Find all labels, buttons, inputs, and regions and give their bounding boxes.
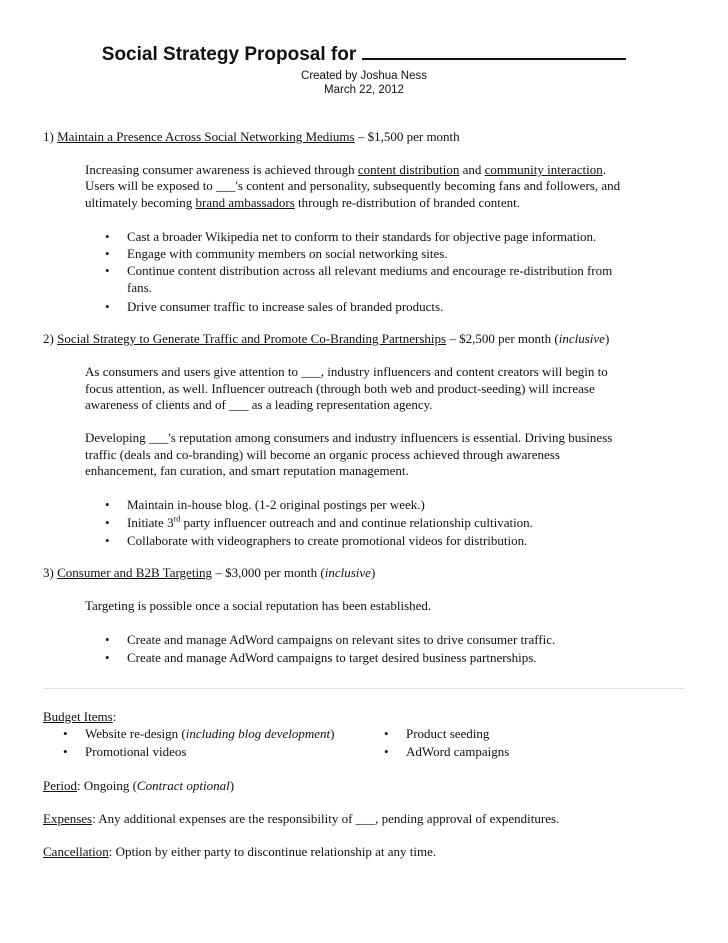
- list-item-text: [85, 726, 335, 743]
- text: : Option by either party to discontinue relationship at any time.: [108, 844, 437, 859]
- list-item-text: Create and manage AdWord campaigns on relevant sites to drive consumer traffic.: [127, 632, 556, 647]
- section-2-para2-line: traffic (deals and co-branding) will become an organic process achieved through awareness: [85, 447, 560, 462]
- section-price: – $3,000 per month (: [215, 565, 325, 580]
- text: and: [459, 162, 485, 177]
- content-distribution-term: content distribution: [357, 162, 460, 177]
- cancellation-line: [43, 844, 436, 861]
- title-blank-line: [362, 44, 626, 60]
- text: including blog development: [185, 726, 331, 741]
- text: through re-distribution of branded content.: [294, 195, 521, 210]
- section-1-heading: [43, 129, 460, 146]
- bullet-icon: •: [105, 533, 110, 548]
- bullet-icon: •: [105, 497, 110, 512]
- section-1-para-line: [85, 195, 520, 212]
- list-item-text: AdWord campaigns: [406, 744, 510, 759]
- divider: [43, 688, 685, 689]
- section-2-para1-line: awareness of clients and of ___ as a leading representation agency.: [85, 397, 433, 412]
- inclusive-note: inclusive: [324, 565, 371, 580]
- section-1-para-line: Users will be exposed to ___'s content and personality, subsequently becoming fans and followers, and: [85, 178, 621, 193]
- section-number: 1): [43, 129, 54, 144]
- date: March 22, 2012: [324, 84, 404, 96]
- section-3-heading: [43, 565, 375, 582]
- text: Increasing consumer awareness is achieved through: [85, 162, 358, 177]
- brand-ambassadors-term: brand ambassadors: [195, 195, 295, 210]
- section-3-para: Targeting is possible once a social reputation has been established.: [85, 598, 432, 613]
- superscript: rd: [173, 514, 181, 524]
- period-line: [43, 778, 234, 795]
- list-item-continuation: fans.: [127, 280, 152, 295]
- text: ): [370, 565, 376, 580]
- section-number: 3): [43, 565, 54, 580]
- section-number: 2): [43, 331, 54, 346]
- inclusive-note: inclusive: [558, 331, 605, 346]
- list-item-text: Engage with community members on social networking sites.: [127, 246, 448, 261]
- label: Budget Items: [43, 709, 113, 724]
- budget-label: [43, 709, 116, 726]
- text: : Any additional expenses are the responsibility of ___, pending approval of expenditures.: [92, 811, 560, 826]
- text: Website re-design (: [85, 726, 186, 741]
- list-item-text: Drive consumer traffic to increase sales of branded products.: [127, 299, 444, 314]
- text: ): [330, 726, 335, 741]
- list-item-text: Collaborate with videographers to create promotional videos for distribution.: [127, 533, 528, 548]
- list-item-text: [127, 515, 533, 532]
- created-by: Created by Joshua Ness: [301, 70, 427, 82]
- bullet-icon: •: [105, 650, 110, 665]
- bullet-icon: •: [105, 263, 110, 278]
- bullet-icon: •: [63, 726, 68, 741]
- bullet-icon: •: [105, 299, 110, 314]
- bullet-icon: •: [384, 726, 389, 741]
- section-1-para-line: [85, 162, 606, 179]
- section-title: Maintain a Presence Across Social Networking Mediums: [57, 129, 355, 144]
- text: Contract optional: [136, 778, 230, 793]
- bullet-icon: •: [384, 744, 389, 759]
- list-item-text: Create and manage AdWord campaigns to target desired business partnerships.: [127, 650, 537, 665]
- section-title: Consumer and B2B Targeting: [57, 565, 213, 580]
- label: Cancellation: [43, 844, 109, 859]
- text: ): [229, 778, 235, 793]
- text: ): [604, 331, 610, 346]
- list-item-text: Promotional videos: [85, 744, 187, 759]
- bullet-icon: •: [105, 229, 110, 244]
- community-interaction-term: community interaction: [484, 162, 603, 177]
- text: Initiate 3: [127, 515, 174, 530]
- section-2-para1-line: focus attention, as well. Influencer outreach (through both web and product-seeding) will increase: [85, 381, 595, 396]
- section-2-para1-line: As consumers and users give attention to ___, industry influencers and content creators will begin to: [85, 364, 608, 379]
- bullet-icon: •: [105, 246, 110, 261]
- text: : Ongoing (: [76, 778, 137, 793]
- text: .: [602, 162, 606, 177]
- bullet-icon: •: [105, 632, 110, 647]
- text: ultimately becoming: [85, 195, 196, 210]
- section-2-para2-line: Developing ___'s reputation among consumers and industry influencers is essential. Driving business: [85, 430, 613, 445]
- title-text: Social Strategy Proposal for: [101, 44, 357, 65]
- list-item-text: Cast a broader Wikipedia net to conform to their standards for objective page information.: [127, 229, 597, 244]
- list-item-text: Continue content distribution across all relevant mediums and encourage re-distribution from: [127, 263, 613, 278]
- label: Period: [43, 778, 77, 793]
- section-price: – $1,500 per month: [357, 129, 460, 144]
- list-item-text: Product seeding: [406, 726, 490, 741]
- section-price: – $2,500 per month (: [449, 331, 559, 346]
- section-2-para2-line: enhancement, fan curation, and smart reputation management.: [85, 463, 409, 478]
- page-title: [0, 44, 728, 66]
- bullet-icon: •: [63, 744, 68, 759]
- section-2-heading: [43, 331, 609, 348]
- bullet-icon: •: [105, 515, 110, 530]
- expenses-line: [43, 811, 559, 828]
- text: party influencer outreach and and continue relationship cultivation.: [180, 515, 533, 530]
- section-title: Social Strategy to Generate Traffic and Promote Co-Branding Partnerships: [57, 331, 447, 346]
- label: Expenses: [43, 811, 93, 826]
- text: :: [112, 709, 117, 724]
- list-item-text: Maintain in-house blog. (1-2 original postings per week.): [127, 497, 425, 512]
